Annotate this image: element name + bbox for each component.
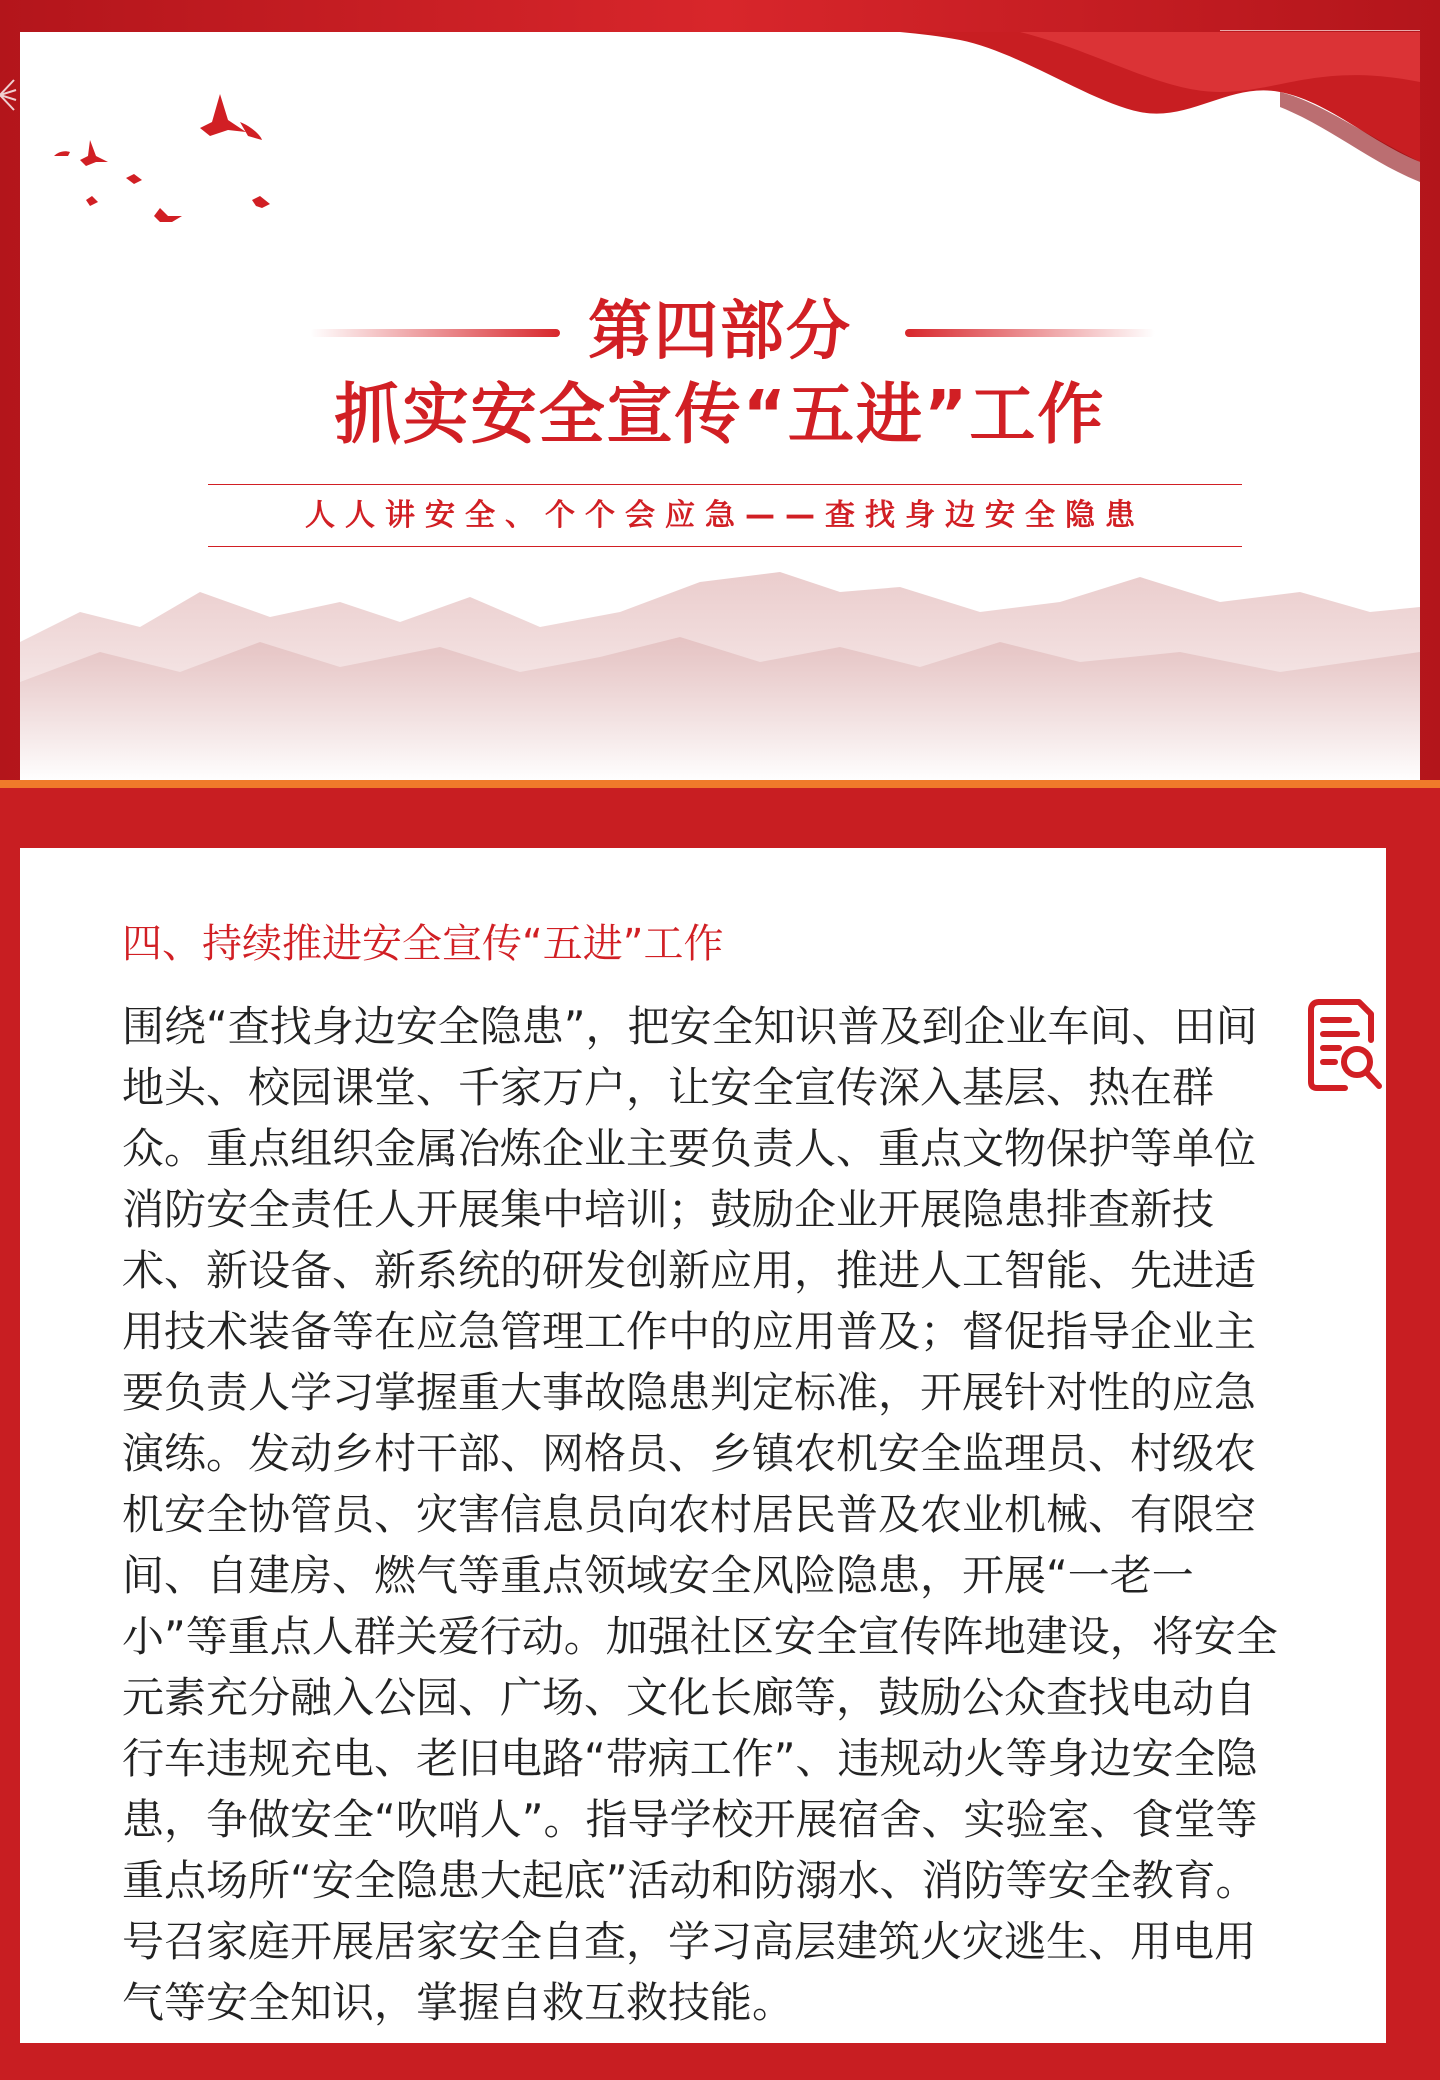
part-title-row: [20, 292, 1420, 372]
content-slide: [20, 848, 1386, 2043]
main-title: 抓实安全宣传“五进”工作: [334, 376, 1106, 453]
flying-birds-icon: [50, 92, 290, 252]
separator-orange-stripe: [0, 780, 1440, 788]
red-ribbon: [900, 32, 1420, 182]
part-title: 第四部分: [588, 295, 852, 369]
body-paragraph: 围绕“查找身边安全隐患”，把安全知识普及到企业车间、田间地头、校园课堂、千家万户，让安全宣传深入基层、热在群众。重点组织金属冶炼企业主要负责人、重点文物保护等单位消防安全责任人开展集中培训；鼓励企业开展隐患排查新技术、新设备、新系统的研发创新应用，推进人工智能、先进适用技术装备等在应急管理工作中的应用普及；督促指导企业主要负责人学习掌握重大事故隐患判定标准，开展针对性的应急演练。发动乡村干部、网格员、乡镇农机安全监理员、村级农机安全协管员、灾害信息员向农村居民普及农业机械、有限空间、自建房、燃气等重点领域安全风险隐患，开展“一老一小”等重点人群关爱行动。加强社区安全宣传阵地建设，将安全元素充分融入公园、广场、文化长廊等，鼓励公众查找电动自行车违规充电、老旧电路“带病工作”、违规动火等身边安全隐患，争做安全“吹哨人”。指导学校开展宿舍、实验室、食堂等重点场所“安全隐患大起底”活动和防溺水、消防等安全教育。号召家庭开展居家安全自查，学习高层建筑火灾逃生、用电用气等安全知识，掌握自救互救技能。: [122, 1002, 1278, 2027]
ink-mountains: [20, 532, 1420, 782]
section-heading: 四、持续推进安全宣传“五进”工作: [122, 921, 724, 967]
subtitle-rule-top: [208, 484, 1242, 485]
cover-slide: [0, 0, 1440, 790]
subtitle: 人人讲安全、个个会应急——查找身边安全隐患: [305, 498, 1145, 533]
corner-burst-icon: [0, 40, 20, 150]
slide-separator: [0, 780, 1440, 848]
subtitle-rule-bottom: [208, 546, 1242, 547]
top-thin-line: [1220, 30, 1420, 31]
document-search-icon: [1305, 996, 1385, 1094]
title-line-right: [905, 329, 1155, 337]
